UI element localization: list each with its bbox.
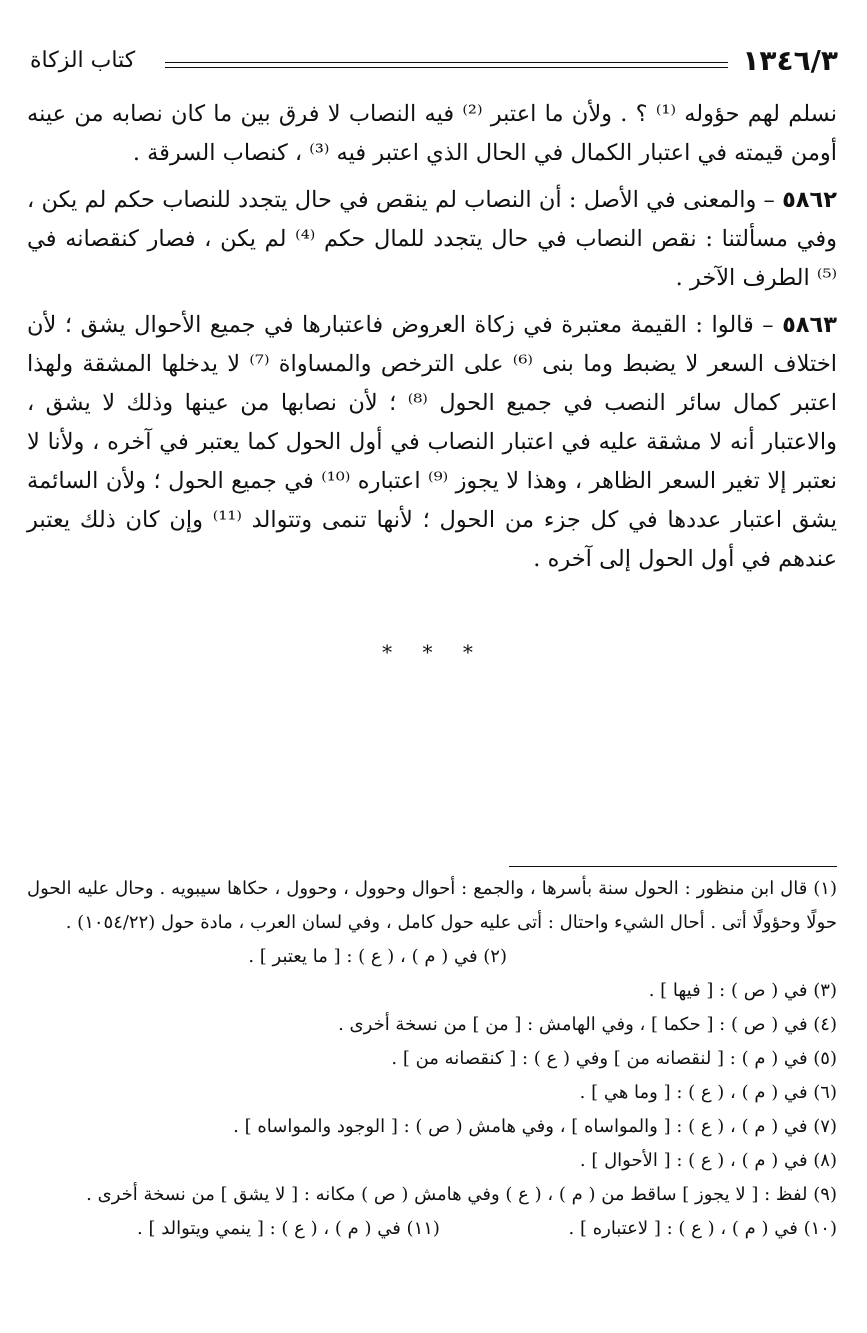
running-header bbox=[30, 44, 838, 84]
paragraph-text: – والمعنى في الأصل : أن النصاب لم ينقص في حال يتجدد للنصاب حكم لم يكن ، وفي مسألتنا : نقص النصاب في حال يتجدد للمال حكم ⁽⁴⁾ لم يكن ، فصار كنقصانه في ⁽⁵⁾ الطرف الآخر . bbox=[27, 187, 838, 291]
footnote-3: (٣) في ( ص ) : [ فيها ] . bbox=[648, 980, 837, 1001]
footnote-4: (٤) في ( ص ) : [ حكما ] ، وفي الهامش : [ من ] من نسخة أخرى . bbox=[338, 1014, 837, 1035]
footnote-8: (٨) في ( م ) ، ( ع ) : [ الأحوال ] . bbox=[579, 1150, 837, 1171]
footnote-10: (١٠) في ( م ) ، ( ع ) : [ لاعتباره ] . bbox=[568, 1218, 837, 1239]
footnote-row bbox=[27, 940, 837, 974]
footnote-rule bbox=[509, 866, 837, 867]
footnote-11: (١١) في ( م ) ، ( ع ) : [ ينمي ويتوالد ] . bbox=[137, 1218, 440, 1239]
footnote-1: (١) قال ابن منظور : الحول سنة بأسرها ، والجمع : أحوال وحوول ، وحوول ، حكاها سيبويه . وحال عليه الحول حولًا وحؤولًا أتى . أحال الشيء واحتال : أتى عليه حول كامل ، وفي لسان العرب ، مادة حول (١٠٥٤/٢٢) . bbox=[27, 878, 837, 933]
footnotes bbox=[27, 872, 837, 1246]
paragraph-5863 bbox=[27, 306, 837, 579]
paragraph-number: ٥٨٦٢ bbox=[782, 187, 837, 213]
footnote-9: (٩) لفظ : [ لا يجوز ] ساقط من ( م ) ، ( ع ) وفي هامش ( ص ) مكانه : [ لا يشق ] من نسخة أخرى . bbox=[86, 1184, 837, 1205]
footnote-7: (٧) في ( م ) ، ( ع ) : [ والمواساه ] ، وفي هامش ( ص ) : [ الوجود والمواساه ] . bbox=[233, 1116, 837, 1137]
paragraph-5862 bbox=[27, 181, 837, 298]
paragraph-text: – قالوا : القيمة معتبرة في زكاة العروض فاعتبارها في جميع الأحوال يشق ؛ لأن اختلاف السعر لا يضبط وما بنى ⁽⁶⁾ على الترخص والمساواة ⁽⁷⁾ لا يدخلها المشقة ولهذا اعتبر كمال سائر النصب في جميع الحول ⁽⁸⁾ ؛ لأن نصابها من عينها وذلك لا يشق ، والاعتبار أنه لا مشقة عليه في اعتبار النصاب في أول الحول كما يعتبر في آخره ، ولأنا لا نعتبر إلا تغير السعر الظاهر ، وهذا لا يجوز ⁽⁹⁾ اعتباره ⁽¹⁰⁾ في جميع الحول ؛ ولأن السائمة يشق اعتبار عددها في كل جزء من الحول ؛ لأنها تنمى وتتوالد ⁽¹¹⁾ وإن كان ذلك يعتبر عندهم في أول الحول إلى آخره . bbox=[27, 312, 838, 572]
section-separator: * * * bbox=[382, 640, 485, 664]
main-text bbox=[27, 95, 837, 587]
footnote-5: (٥) في ( م ) : [ لنقصانه من ] وفي ( ع ) : [ كنقصانه من ] . bbox=[391, 1048, 837, 1069]
footnote-6: (٦) في ( م ) ، ( ع ) : [ وما هي ] . bbox=[579, 1082, 837, 1103]
paragraph-number: ٥٨٦٣ bbox=[782, 312, 837, 338]
book-title: كتاب الزكاة bbox=[30, 48, 136, 73]
header-rule-bottom bbox=[165, 67, 728, 68]
header-rule-top bbox=[165, 62, 728, 63]
footnote-2: (٢) في ( م ) ، ( ع ) : [ ما يعتبر ] . bbox=[248, 946, 507, 967]
paragraph-continuation: نسلم لهم حؤوله ⁽¹⁾ ؟ . ولأن ما اعتبر ⁽²⁾ فيه النصاب لا فرق بين ما كان نصابه من عينه أومن قيمته في اعتبار الكمال في الحال الذي اعتبر فيه ⁽³⁾ ، كنصاب السرقة . bbox=[27, 101, 837, 166]
page-number: ١٣٤٦/٣ bbox=[742, 44, 838, 77]
footnote-row bbox=[27, 1212, 837, 1246]
